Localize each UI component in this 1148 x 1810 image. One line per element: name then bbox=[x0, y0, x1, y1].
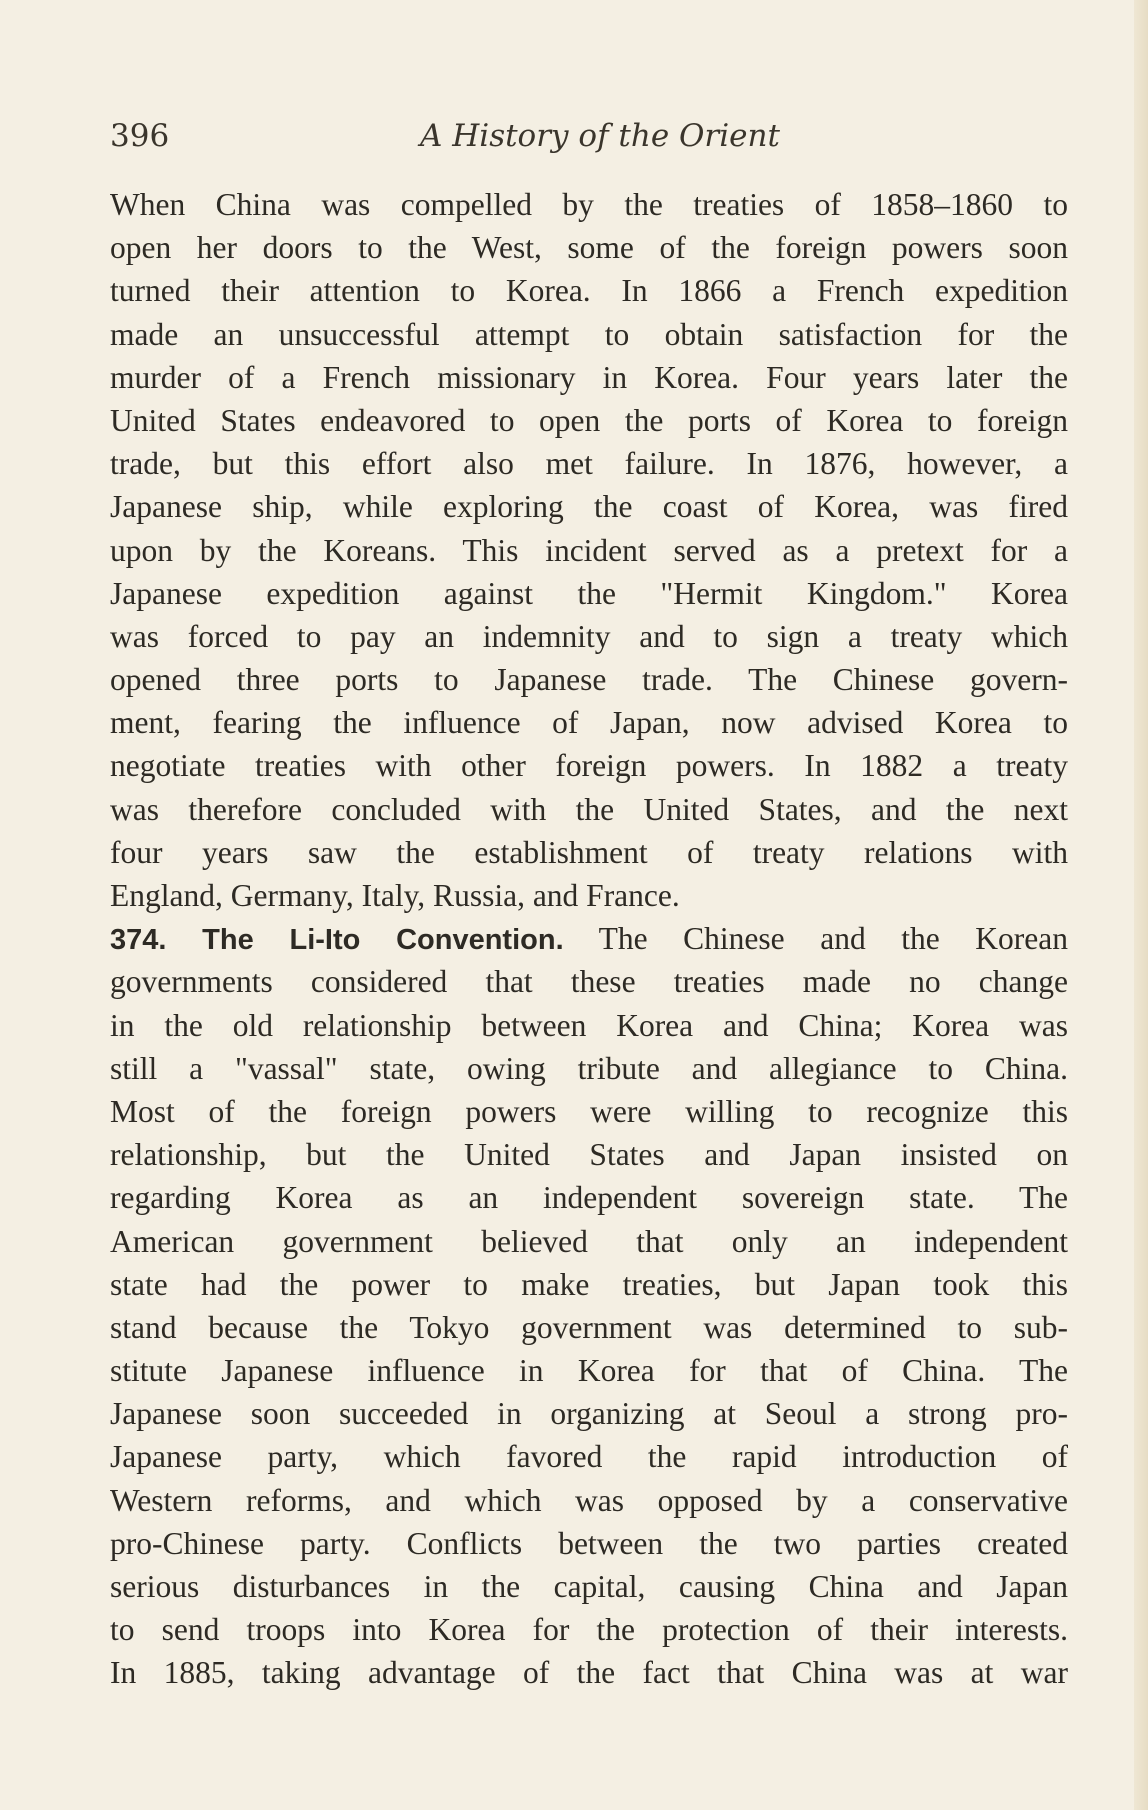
text-line: negotiate treaties with other foreign powers. In 1882 a treaty bbox=[110, 748, 1068, 784]
text-line: trade, but this effort also met failure. In 1876, however, a bbox=[110, 446, 1068, 482]
body-text bbox=[110, 183, 1068, 1695]
text-line: Most of the foreign powers were willing to recognize this bbox=[110, 1093, 1068, 1129]
text-line: American government believed that only an independent bbox=[110, 1223, 1068, 1259]
text-line: governments considered that these treaties made no change bbox=[110, 964, 1068, 1000]
text-line: upon by the Koreans. This incident served as a pretext for a bbox=[110, 532, 1068, 568]
text-line: turned their attention to Korea. In 1866 a French expedition bbox=[110, 273, 1068, 309]
text-line: United States endeavored to open the ports of Korea to foreign bbox=[110, 402, 1068, 438]
text-line: four years saw the establishment of treaty relations with bbox=[110, 834, 1068, 870]
page-header bbox=[110, 118, 1070, 164]
text-line: ment, fearing the influence of Japan, now advised Korea to bbox=[110, 705, 1068, 741]
text-line: regarding Korea as an independent sovereign state. The bbox=[110, 1180, 1068, 1216]
text-line: relationship, but the United States and Japan insisted on bbox=[110, 1137, 1068, 1173]
text-line: murder of a French missionary in Korea. Four years later the bbox=[110, 359, 1068, 395]
text-line: still a "vassal" state, owing tribute and allegiance to China. bbox=[110, 1050, 1068, 1086]
text-line: Japanese party, which favored the rapid introduction of bbox=[110, 1439, 1068, 1475]
section-heading-line: 374. The Li-Ito Convention. The Chinese and the Korean bbox=[110, 921, 1068, 957]
text-line: was therefore concluded with the United States, and the next bbox=[110, 791, 1068, 827]
text-line: Japanese ship, while exploring the coast of Korea, was fired bbox=[110, 489, 1068, 525]
text-line: In 1885, taking advantage of the fact that China was at war bbox=[110, 1655, 1068, 1691]
text-line: pro-Chinese party. Conflicts between the two parties created bbox=[110, 1525, 1068, 1561]
running-title: A History of the Orient bbox=[420, 118, 780, 154]
text-line: England, Germany, Italy, Russia, and France. bbox=[110, 878, 680, 913]
text-line: When China was compelled by the treaties of 1858–1860 to bbox=[110, 187, 1068, 222]
text-line: open her doors to the West, some of the foreign powers soon bbox=[110, 230, 1068, 266]
text-line: Japanese expedition against the "Hermit Kingdom." Korea bbox=[110, 575, 1068, 611]
page-number: 396 bbox=[110, 118, 170, 154]
text-line: serious disturbances in the capital, causing China and Japan bbox=[110, 1569, 1068, 1604]
text-line: state had the power to make treaties, but Japan took this bbox=[110, 1266, 1068, 1302]
text-line: Western reforms, and which was opposed by a conservative bbox=[110, 1482, 1068, 1518]
text-line: Japanese soon succeeded in organizing at Seoul a strong pro- bbox=[110, 1396, 1068, 1432]
text-line: in the old relationship between Korea and China; Korea was bbox=[110, 1007, 1068, 1043]
text-line: opened three ports to Japanese trade. The Chinese govern- bbox=[110, 662, 1068, 698]
text-line: was forced to pay an indemnity and to sign a treaty which bbox=[110, 618, 1068, 654]
text-line: to send troops into Korea for the protection of their interests. bbox=[110, 1612, 1068, 1648]
page-edge bbox=[1134, 0, 1148, 1810]
text-line: made an unsuccessful attempt to obtain satisfaction for the bbox=[110, 316, 1068, 352]
text-line: stand because the Tokyo government was determined to sub- bbox=[110, 1309, 1068, 1345]
section-heading: 374. The Li-Ito Convention. bbox=[110, 924, 564, 957]
text-line: stitute Japanese influence in Korea for that of China. The bbox=[110, 1353, 1068, 1389]
